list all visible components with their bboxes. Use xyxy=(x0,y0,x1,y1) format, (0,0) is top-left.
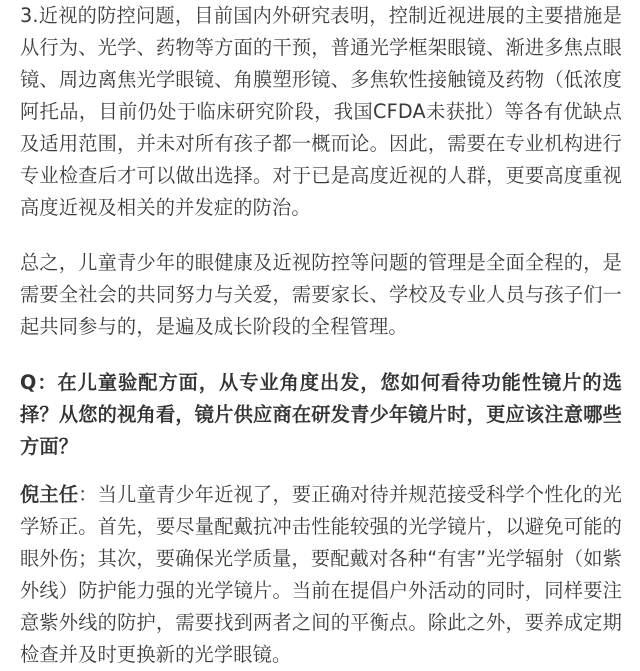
paragraph-summary: 总之，儿童青少年的眼健康及近视防控等问题的管理是全面全程的，是需要全社会的共同努力与关爱，需要家长、学校及专业人员与孩子们一起共同参与的，是遍及成长阶段的全程管理。 xyxy=(20,251,622,338)
paragraph-myopia-control: 3.近视的防控问题，目前国内外研究表明，控制近视进展的主要措施是从行为、光学、药物等方面的干预，普通光学框架眼镜、渐进多焦点眼镜、周边离焦光学眼镜、角膜塑形镜、多焦软性接触镜及药物（低浓度阿托品，目前仍处于临床研究阶段，我国CFDA未获批）等各有优缺点及适用范围，并未对所有孩子都一概而论。因此，需要在专业机构进行专业检查后才可以做出选择。对于已是高度近视的人群，更要高度重视高度近视及相关的并发症的防治。 xyxy=(20,4,622,219)
article-body xyxy=(20,0,622,671)
answer-speaker: 倪主任 xyxy=(20,483,79,506)
interview-question: Q：在儿童验配方面，从专业角度出发，您如何看待功能性镜片的选择？从您的视角看，镜片供应商在研发青少年镜片时，更应该注意哪些方面？ xyxy=(20,371,622,458)
interview-answer xyxy=(20,479,622,671)
answer-text: ：当儿童青少年近视了，要正确对待并规范接受科学个性化的光学矫正。首先，要尽量配戴抗冲击性能较强的光学镜片，以避免可能的眼外伤；其次，要确保光学质量，要配戴对各种“有害”光学辐射（如紫外线）防护能力强的光学镜片。当前在提倡户外活动的同时，同样要注意紫外线的防护，需要找到两者之间的平衡点。除此之外，要养成定期检查并及时更换新的光学眼镜。 xyxy=(20,483,622,666)
